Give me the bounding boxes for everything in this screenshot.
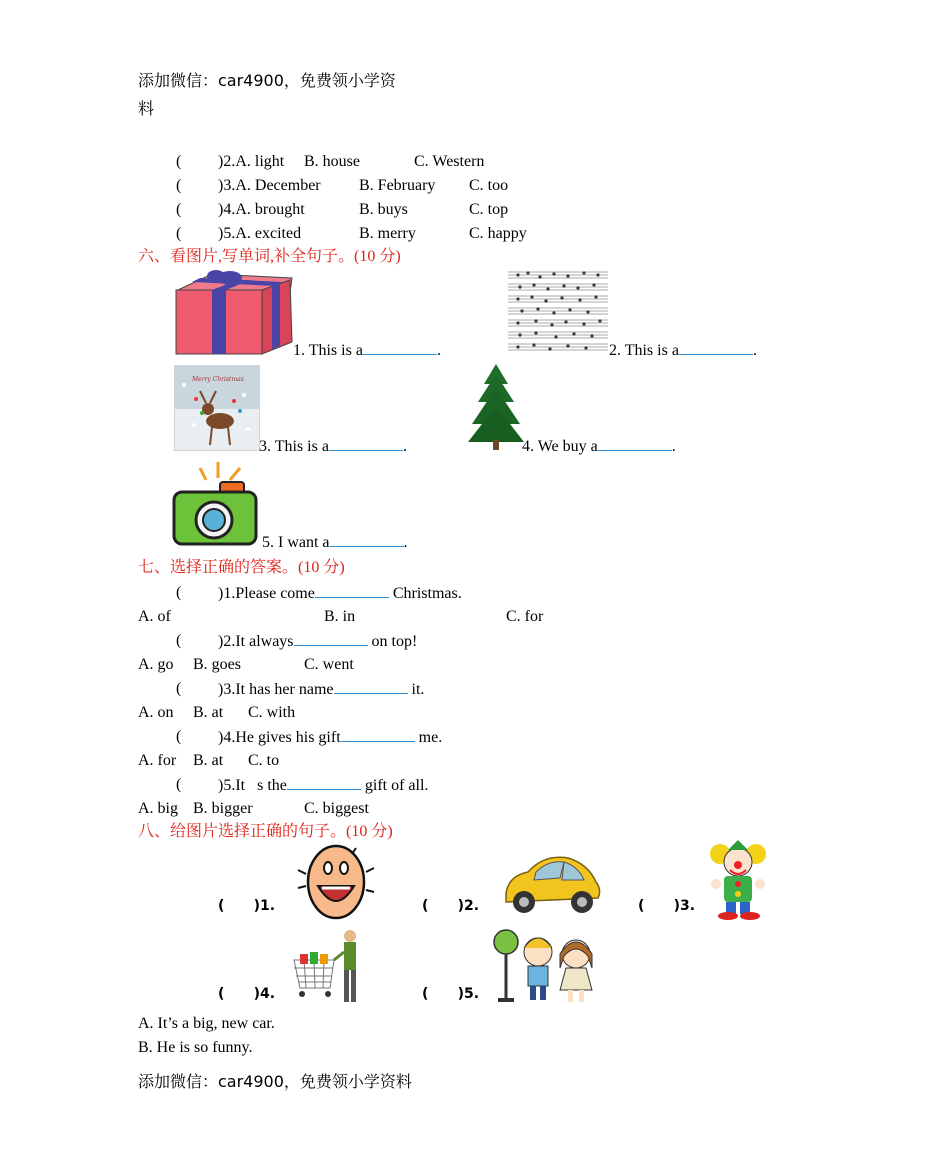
laughing-egg-image <box>294 842 376 920</box>
s7-q1-option-c: C. for <box>506 608 544 625</box>
s7-q4 <box>218 727 442 748</box>
christmas-tree-image <box>468 362 524 452</box>
s7-q5-after: gift of all. <box>360 777 429 794</box>
s7-q1-stem: )1.Please come <box>218 585 315 602</box>
s6-item-3-text: 3. This is a <box>259 438 329 455</box>
s6-item-2 <box>609 340 757 361</box>
card-greeting: Merry Christmas <box>192 376 244 383</box>
yellow-car-image <box>498 850 604 918</box>
s8-answer-b: B. He is so funny. <box>138 1039 253 1056</box>
answer-blank[interactable] <box>294 631 368 646</box>
s7-q1-after: Christmas. <box>388 585 462 602</box>
s5-row-c: C. top <box>469 201 509 218</box>
s8-label-3: ( )3. <box>638 898 696 914</box>
s5-row-c: C. too <box>469 177 509 194</box>
sheet-music-image <box>506 268 610 356</box>
s7-q4-after: me. <box>414 729 443 746</box>
s7-q5-option-c: C. biggest <box>304 800 369 817</box>
christmas-card-image <box>174 365 260 451</box>
section8-title: 八、给图片选择正确的句子。(10 分) <box>138 823 393 840</box>
s5-row-stem: )5.A. excited <box>218 225 302 242</box>
s5-row-paren: ( <box>176 201 182 218</box>
s6-item-5 <box>262 532 408 553</box>
answer-blank[interactable] <box>334 679 408 694</box>
answer-blank[interactable] <box>679 340 753 355</box>
s6-item-4 <box>522 436 676 457</box>
period: . <box>436 342 441 359</box>
answer-blank[interactable] <box>330 532 404 547</box>
s5-row-c: C. happy <box>469 225 527 242</box>
s7-q4-option-b: B. at <box>193 752 224 769</box>
section7-title: 七、选择正确的答案。(10 分) <box>138 559 345 576</box>
s5-row-b: B. merry <box>359 225 416 242</box>
answer-blank[interactable] <box>329 436 403 451</box>
s5-row-b: B. February <box>359 177 436 194</box>
s8-label-2: ( )2. <box>422 898 480 914</box>
s7-q5-stem: )5.It s the <box>218 777 287 794</box>
s7-q4-option-a: A. for <box>138 752 177 769</box>
s7-q4-option-c: C. to <box>248 752 280 769</box>
s8-label-1: ( )1. <box>218 898 276 914</box>
s6-item-2-text: 2. This is a <box>609 342 679 359</box>
s7-q2-option-c: C. went <box>304 656 354 673</box>
s7-q2-option-b: B. goes <box>193 656 241 673</box>
s7-q3-option-b: B. at <box>193 704 224 721</box>
header-line-1: 添加微信：car4900，免费领小学资 <box>138 71 396 90</box>
period: . <box>752 342 757 359</box>
gift-box-image <box>172 268 296 356</box>
s6-item-5-text: 5. I want a <box>262 534 330 551</box>
s7-q3-stem: )3.It has her name <box>218 681 334 698</box>
footer-text: 添加微信：car4900，免费领小学资料 <box>138 1072 412 1091</box>
s7-q2 <box>218 631 417 652</box>
s7-q3 <box>218 679 424 700</box>
s7-q2-after: on top! <box>367 633 418 650</box>
answer-blank[interactable] <box>315 583 389 598</box>
header-line-2: 料 <box>138 99 155 118</box>
s8-label-4: ( )4. <box>218 986 276 1002</box>
s7-q5-option-a: A. big <box>138 800 178 817</box>
answer-blank[interactable] <box>287 775 361 790</box>
answer-blank[interactable] <box>598 436 672 451</box>
s7-q3-after: it. <box>407 681 425 698</box>
s7-q-paren: ( <box>176 728 182 745</box>
s7-q1-option-b: B. in <box>324 608 356 625</box>
period: . <box>671 438 676 455</box>
children-bus-stop-image <box>492 928 608 1006</box>
s5-row-stem: )2.A. light <box>218 153 285 170</box>
s7-q4-stem: )4.He gives his gift <box>218 729 341 746</box>
s5-row-stem: )4.A. brought <box>218 201 305 218</box>
answer-blank[interactable] <box>363 340 437 355</box>
s7-q2-option-a: A. go <box>138 656 174 673</box>
s7-q-paren: ( <box>176 776 182 793</box>
s8-answer-a: A. It’s a big, new car. <box>138 1015 275 1032</box>
s6-item-3 <box>259 436 407 457</box>
s5-row-paren: ( <box>176 153 182 170</box>
s6-item-1-text: 1. This is a <box>293 342 363 359</box>
s7-q2-stem: )2.It always <box>218 633 294 650</box>
period: . <box>402 438 407 455</box>
s5-row-c: C. Western <box>414 153 485 170</box>
s7-q-paren: ( <box>176 584 182 601</box>
s7-q5-option-b: B. bigger <box>193 800 253 817</box>
s7-q1 <box>218 583 462 604</box>
s6-item-1 <box>293 340 441 361</box>
s6-item-4-text: 4. We buy a <box>522 438 598 455</box>
s7-q-paren: ( <box>176 632 182 649</box>
s7-q1-option-a: A. of <box>138 608 171 625</box>
s7-q3-option-c: C. with <box>248 704 296 721</box>
clown-image <box>706 840 770 920</box>
s5-row-paren: ( <box>176 177 182 194</box>
s5-row-b: B. buys <box>359 201 408 218</box>
s7-q-paren: ( <box>176 680 182 697</box>
s7-q5 <box>218 775 428 796</box>
section6-title: 六、看图片,写单词,补全句子。(10 分) <box>138 248 401 265</box>
s5-row-b: B. house <box>304 153 360 170</box>
camera-image <box>172 458 262 548</box>
shopping-man-image <box>292 928 364 1006</box>
period: . <box>403 534 408 551</box>
s8-label-5: ( )5. <box>422 986 480 1002</box>
answer-blank[interactable] <box>341 727 415 742</box>
s5-row-stem: )3.A. December <box>218 177 321 194</box>
s5-row-paren: ( <box>176 225 182 242</box>
s7-q3-option-a: A. on <box>138 704 174 721</box>
